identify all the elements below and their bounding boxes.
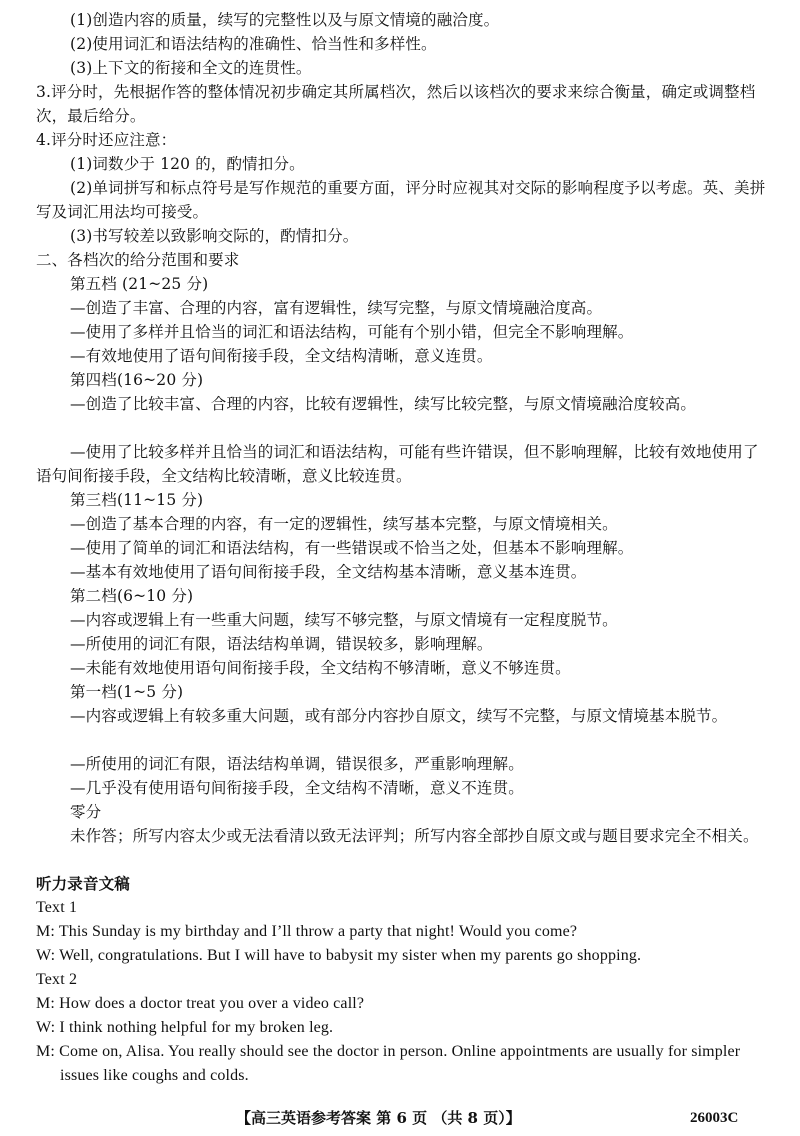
zero-score-title: 零分: [70, 803, 102, 821]
text-2-m1: M: How does a doctor treat you over a video call?: [36, 995, 365, 1012]
text-1-title: Text 1: [36, 899, 78, 916]
level-3-item-1: —创造了基本合理的内容，有一定的逻辑性，续写基本完整，与原文情境相关。: [70, 515, 618, 533]
level-2-title: 第二档(6~10 分): [70, 587, 194, 605]
level-4-item-2: —使用了比较多样并且恰当的词汇和语法结构，可能有些许错误，但不影响理解，比较有效地使用了语句间衔接手段，全文结构比较清晰，意义比较连贯。: [36, 443, 759, 485]
level-3-item-3: —基本有效地使用了语句间衔接手段，全文结构基本清晰，意义基本连贯。: [70, 563, 587, 581]
criteria-item-1: (1)创造内容的质量，续写的完整性以及与原文情境的融洽度。: [70, 11, 500, 29]
rule-4-title: 4.评分时还应注意：: [36, 131, 177, 149]
text-2-w: W: I think nothing helpful for my broken leg.: [36, 1019, 334, 1036]
level-2-item-1: —内容或逻辑上有一些重大问题，续写不够完整，与原文情境有一定程度脱节。: [70, 611, 618, 629]
level-5-title: 第五档 (21~25 分): [70, 275, 209, 293]
text-2-m2: M: Come on, Alisa. You really should see the doctor in person. Online appointments are usually for simpler issues like coughs and colds.: [36, 1043, 741, 1084]
document-page: [36, 8, 766, 1088]
text-2-title: Text 2: [36, 971, 78, 988]
text-1-w: W: Well, congratulations. But I will have to babysit my sister when my parents go shopping.: [36, 947, 642, 964]
footer-code: 26003C: [690, 1110, 739, 1126]
level-2-item-2: —所使用的词汇有限，语法结构单调，错误较多，影响理解。: [70, 635, 493, 653]
level-1-item-2: —所使用的词汇有限，语法结构单调，错误很多，严重影响理解。: [70, 755, 524, 773]
transcript-title: 听力录音文稿: [36, 874, 130, 893]
level-5-item-2: —使用了多样并且恰当的词汇和语法结构，可能有个别小错，但完全不影响理解。: [70, 323, 634, 341]
rule-4-item-2: (2)单词拼写和标点符号是写作规范的重要方面，评分时应视其对交际的影响程度予以考虑。英、美拼写及词汇用法均可接受。: [36, 179, 766, 221]
page-footer: [0, 1106, 800, 1130]
criteria-item-3: (3)上下文的衔接和全文的连贯性。: [70, 59, 312, 77]
level-5-item-3: —有效地使用了语句间衔接手段，全文结构清晰，意义连贯。: [70, 347, 493, 365]
zero-score-text: 未作答；所写内容太少或无法看清以致无法评判；所写内容全部抄自原文或与题目要求完全不相关。: [70, 827, 759, 845]
level-5-item-1: —创造了丰富、合理的内容，富有逻辑性，续写完整，与原文情境融洽度高。: [70, 299, 603, 317]
level-3-item-2: —使用了简单的词汇和语法结构，有一些错误或不恰当之处，但基本不影响理解。: [70, 539, 634, 557]
level-2-item-3: —未能有效地使用语句间衔接手段，全文结构不够清晰，意义不够连贯。: [70, 659, 571, 677]
level-3-title: 第三档(11~15 分): [70, 491, 204, 509]
rule-4-item-1: (1)词数少于 120 的，酌情扣分。: [70, 155, 305, 173]
criteria-item-2: (2)使用词汇和语法结构的准确性、恰当性和多样性。: [70, 35, 437, 53]
rule-4-item-3: (3)书写较差以致影响交际的，酌情扣分。: [70, 227, 359, 245]
level-1-item-1: —内容或逻辑上有较多重大问题，或有部分内容抄自原文，续写不完整，与原文情境基本脱节。: [70, 707, 728, 725]
footer-page-info: 【高三英语参考答案 第 6 页 （共 8 页）】: [236, 1109, 521, 1127]
text-1-m: M: This Sunday is my birthday and I’ll throw a party that night! Would you come?: [36, 923, 578, 940]
rule-3: 3.评分时，先根据作答的整体情况初步确定其所属档次，然后以该档次的要求来综合衡量，确定或调整档次，最后给分。: [36, 83, 756, 125]
level-1-title: 第一档(1~5 分): [70, 683, 184, 701]
level-1-item-3: —几乎没有使用语句间衔接手段，全文结构不清晰，意义不连贯。: [70, 779, 524, 797]
level-4-item-1: —创造了比较丰富、合理的内容，比较有逻辑性，续写比较完整，与原文情境融洽度较高。: [70, 395, 697, 413]
section-2-title: 二、各档次的给分范围和要求: [36, 251, 240, 269]
level-4-title: 第四档(16~20 分): [70, 371, 204, 389]
